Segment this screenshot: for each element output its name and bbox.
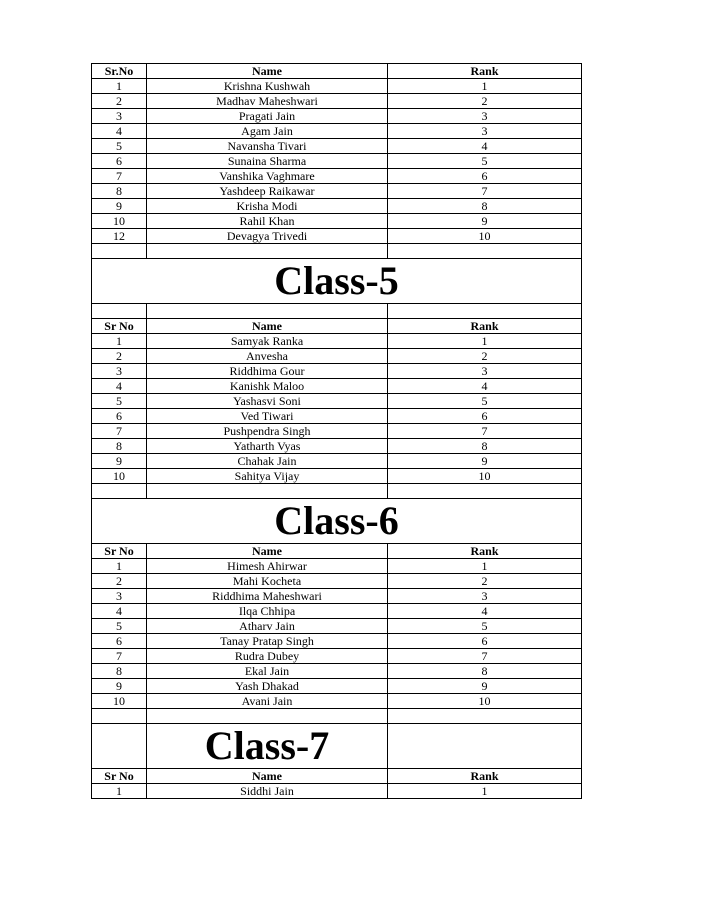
sr-no-cell: 4 [92,124,147,139]
header-rank: Rank [388,769,582,784]
table-row [92,394,582,409]
name-cell: Pragati Jain [147,109,388,124]
name-cell: Chahak Jain [147,454,388,469]
table-row [92,139,582,154]
table-row [92,364,582,379]
sr-no-cell: 3 [92,589,147,604]
header-row [92,64,582,79]
header-name: Name [147,769,388,784]
rank-cell: 1 [388,334,582,349]
name-cell: Riddhima Gour [147,364,388,379]
name-cell: Himesh Ahirwar [147,559,388,574]
rank-cell: 6 [388,169,582,184]
table-row [92,454,582,469]
class-6-title: Class-6 [92,499,582,544]
table-row [92,199,582,214]
rank-cell: 9 [388,454,582,469]
header-row [92,319,582,334]
rank-cell: 5 [388,154,582,169]
rank-cell: 1 [388,784,582,799]
section-title-row [92,724,582,769]
rank-cell: 4 [388,139,582,154]
name-cell: Yashasvi Soni [147,394,388,409]
table-row [92,694,582,709]
name-cell: Agam Jain [147,124,388,139]
rank-cell: 7 [388,649,582,664]
rank-cell: 4 [388,604,582,619]
name-cell: Madhav Maheshwari [147,94,388,109]
rank-cell: 3 [388,364,582,379]
rank-cell: 1 [388,559,582,574]
header-row [92,769,582,784]
name-cell: Riddhima Maheshwari [147,589,388,604]
table-row [92,469,582,484]
rank-cell: 3 [388,109,582,124]
table-row [92,229,582,244]
name-cell: Devagya Trivedi [147,229,388,244]
rank-cell: 7 [388,424,582,439]
header-rank: Rank [388,319,582,334]
table-row [92,109,582,124]
blank-row [92,484,582,499]
name-cell: Ved Tiwari [147,409,388,424]
rank-cell: 10 [388,229,582,244]
sr-no-cell: 10 [92,469,147,484]
name-cell: Tanay Pratap Singh [147,634,388,649]
table-row [92,664,582,679]
rank-cell: 4 [388,379,582,394]
sr-no-cell: 12 [92,229,147,244]
sr-no-cell: 5 [92,619,147,634]
table-row [92,424,582,439]
sr-no-cell: 8 [92,664,147,679]
name-cell: Ilqa Chhipa [147,604,388,619]
rank-cell: 8 [388,664,582,679]
table-row [92,604,582,619]
rank-list-table [91,63,582,799]
sr-no-cell: 6 [92,409,147,424]
name-cell: Sunaina Sharma [147,154,388,169]
rank-cell: 5 [388,394,582,409]
header-name: Name [147,319,388,334]
rank-cell: 6 [388,634,582,649]
blank-row [92,709,582,724]
name-cell: Krisha Modi [147,199,388,214]
table-row [92,559,582,574]
header-sr-no: Sr No [92,769,147,784]
name-cell: Yatharth Vyas [147,439,388,454]
sr-no-cell: 8 [92,439,147,454]
sr-no-cell: 6 [92,634,147,649]
table-row [92,379,582,394]
header-rank: Rank [388,544,582,559]
table-row [92,574,582,589]
header-rank: Rank [388,64,582,79]
rank-cell: 2 [388,349,582,364]
sr-no-cell: 5 [92,394,147,409]
sr-no-cell: 2 [92,349,147,364]
table-row [92,154,582,169]
sr-no-cell: 10 [92,214,147,229]
rank-cell: 8 [388,439,582,454]
table-row [92,169,582,184]
sr-no-cell: 9 [92,199,147,214]
sr-no-cell: 7 [92,424,147,439]
rank-cell: 3 [388,589,582,604]
sr-no-cell: 9 [92,679,147,694]
name-cell: Anvesha [147,349,388,364]
table-row [92,184,582,199]
sr-no-cell: 8 [92,184,147,199]
header-sr-no: Sr No [92,544,147,559]
name-cell: Siddhi Jain [147,784,388,799]
rank-cell: 2 [388,574,582,589]
table-row [92,439,582,454]
name-cell: Sahitya Vijay [147,469,388,484]
table-row [92,649,582,664]
header-row [92,544,582,559]
rank-cell: 9 [388,679,582,694]
sr-no-cell: 7 [92,649,147,664]
table-row [92,214,582,229]
sr-no-cell: 2 [92,94,147,109]
rank-cell: 3 [388,124,582,139]
rank-cell: 7 [388,184,582,199]
header-sr-no: Sr.No [92,64,147,79]
name-cell: Mahi Kocheta [147,574,388,589]
blank-row [92,304,582,319]
rank-cell: 10 [388,694,582,709]
name-cell: Rudra Dubey [147,649,388,664]
table-row [92,349,582,364]
sr-no-cell: 1 [92,559,147,574]
name-cell: Avani Jain [147,694,388,709]
name-cell: Samyak Ranka [147,334,388,349]
section-title-row [92,259,582,304]
sr-no-cell: 2 [92,574,147,589]
sr-no-cell: 3 [92,109,147,124]
name-cell: Yash Dhakad [147,679,388,694]
table-row [92,634,582,649]
table-row [92,409,582,424]
sr-no-cell: 1 [92,784,147,799]
rank-cell: 9 [388,214,582,229]
table-row [92,334,582,349]
class-5-title: Class-5 [92,259,582,304]
rank-cell: 6 [388,409,582,424]
sr-no-cell: 4 [92,379,147,394]
table-row [92,784,582,799]
sr-no-cell: 5 [92,139,147,154]
table-row [92,124,582,139]
sr-no-cell: 4 [92,604,147,619]
sr-no-cell: 6 [92,154,147,169]
name-cell: Atharv Jain [147,619,388,634]
table-row [92,94,582,109]
sr-no-cell: 7 [92,169,147,184]
rank-cell: 8 [388,199,582,214]
sr-no-cell: 10 [92,694,147,709]
name-cell: Navansha Tivari [147,139,388,154]
section-title-row [92,499,582,544]
name-cell: Krishna Kushwah [147,79,388,94]
table-row [92,589,582,604]
header-sr-no: Sr No [92,319,147,334]
name-cell: Vanshika Vaghmare [147,169,388,184]
sr-no-cell: 3 [92,364,147,379]
name-cell: Rahil Khan [147,214,388,229]
name-cell: Yashdeep Raikawar [147,184,388,199]
table-row [92,679,582,694]
table-row [92,79,582,94]
rank-cell: 2 [388,94,582,109]
blank-row [92,244,582,259]
name-cell: Ekal Jain [147,664,388,679]
rank-cell: 10 [388,469,582,484]
sr-no-cell: 1 [92,334,147,349]
name-cell: Pushpendra Singh [147,424,388,439]
sr-no-cell: 9 [92,454,147,469]
header-name: Name [147,64,388,79]
sr-no-cell: 1 [92,79,147,94]
rank-cell: 1 [388,79,582,94]
rank-cell: 5 [388,619,582,634]
header-name: Name [147,544,388,559]
name-cell: Kanishk Maloo [147,379,388,394]
class-7-title: Class-7 [147,724,388,769]
table-row [92,619,582,634]
